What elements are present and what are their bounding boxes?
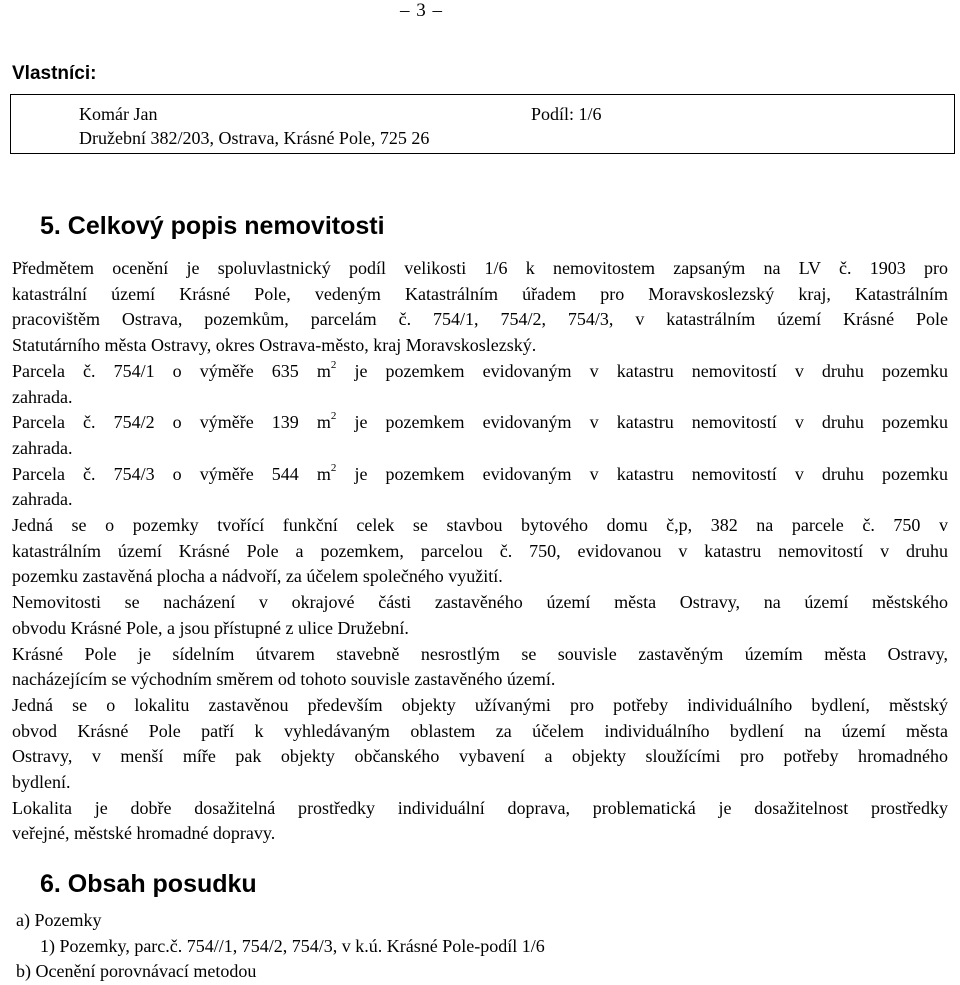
parcel-line-end: zahrada. — [12, 437, 73, 458]
intro-line: katastrální území Krásné Pole, vedeným Katastrálním úřadem pro Moravskoslezský kraj, Katastrálním — [12, 283, 948, 304]
paragraph-line: veřejné, městské hromadné dopravy. — [12, 823, 276, 844]
owner-address: Družební 382/203, Ostrava, Krásné Pole, 725 26 — [79, 128, 430, 148]
paragraph-line: Jedná se o pozemky tvořící funkční celek se stavbou bytového domu č,p, 382 na parcele č. 750 v — [12, 515, 948, 536]
paragraph-line: nacházejícím se východním směrem od tohoto souvisle zastavěného území. — [12, 669, 556, 690]
paragraph-line: obvod Krásné Pole patří k vyhledávaným oblastem za účelem individuálního bydlení na území města — [12, 720, 948, 741]
paragraph-line: obvodu Krásné Pole, a jsou přístupné z ulice Družební. — [12, 617, 409, 638]
paragraph-line: Lokalita je dobře dosažitelná prostředky individuální doprava, problematická je dosažitelnost prostředky — [12, 797, 948, 818]
parcel-line: Parcela č. 754/1 o výměře 635 $m^2$ je pozemkem evidovaným v katastru nemovitostí v druhu pozemku — [12, 358, 948, 381]
section-5-body — [12, 256, 948, 847]
parcel-line: Parcela č. 754/3 o výměře 544 $m^2$ je pozemkem evidovaným v katastru nemovitostí v druhu pozemku — [12, 461, 948, 484]
owner-box — [10, 94, 955, 154]
paragraph-line: katastrálním území Krásné Pole a pozemkem, parcelou č. 750, evidovanou v katastru nemovitostí v druhu — [12, 540, 948, 561]
paragraph-line: Jedná se o lokalitu zastavěnou především objekty užívanými pro potřeby individuálního bydlení, městský — [12, 694, 948, 715]
owner-share: Podíl: 1/6 — [531, 104, 602, 124]
paragraph-line: Ostravy, v menší míře pak objekty občanského vybavení a objekty sloužícími pro potřeby hromadného — [12, 746, 948, 767]
intro-line: pracovištěm Ostrava, pozemkům, parcelám č. 754/1, 754/2, 754/3, v katastrálním území Krásné Pole — [12, 309, 948, 330]
intro-line: Statutárního města Ostravy, okres Ostrava-město, kraj Moravskoslezský. — [12, 335, 537, 356]
owner-name: Komár Jan — [79, 104, 158, 124]
paragraph-line: Krásné Pole je sídelním útvarem stavebně nesrostlým se souvisle zastavěným územím města Ostravy, — [12, 643, 948, 664]
content-item-a: a) Pozemky — [16, 910, 102, 930]
parcel-line-end: zahrada. — [12, 489, 73, 510]
page-number: – 3 – — [400, 0, 443, 21]
content-item-b: b) Ocenění porovnávací metodou — [16, 961, 257, 981]
parcel-line: Parcela č. 754/2 o výměře 139 $m^2$ je pozemkem evidovaným v katastru nemovitostí v druhu pozemku — [12, 410, 948, 433]
content-item-1: 1) Pozemky, parc.č. 754//1, 754/2, 754/3, v k.ú. Krásné Pole-podíl 1/6 — [40, 936, 545, 956]
parcel-line-end: zahrada. — [12, 386, 73, 407]
paragraph-line: bydlení. — [12, 772, 71, 793]
owners-title: Vlastníci: — [12, 63, 97, 84]
section-6-heading: 6. Obsah posudku — [40, 870, 257, 898]
section-5-heading: 5. Celkový popis nemovitosti — [40, 212, 385, 240]
paragraph-line: Nemovitosti se nacházení v okrajové části zastavěného území města Ostravy, na území městského — [12, 592, 948, 613]
paragraph-line: pozemku zastavěná plocha a nádvoří, za účelem společného využití. — [12, 566, 503, 587]
intro-line: Předmětem ocenění je spoluvlastnický podíl velikosti 1/6 k nemovitostem zapsaným na LV č. 1903 pro — [12, 258, 948, 278]
